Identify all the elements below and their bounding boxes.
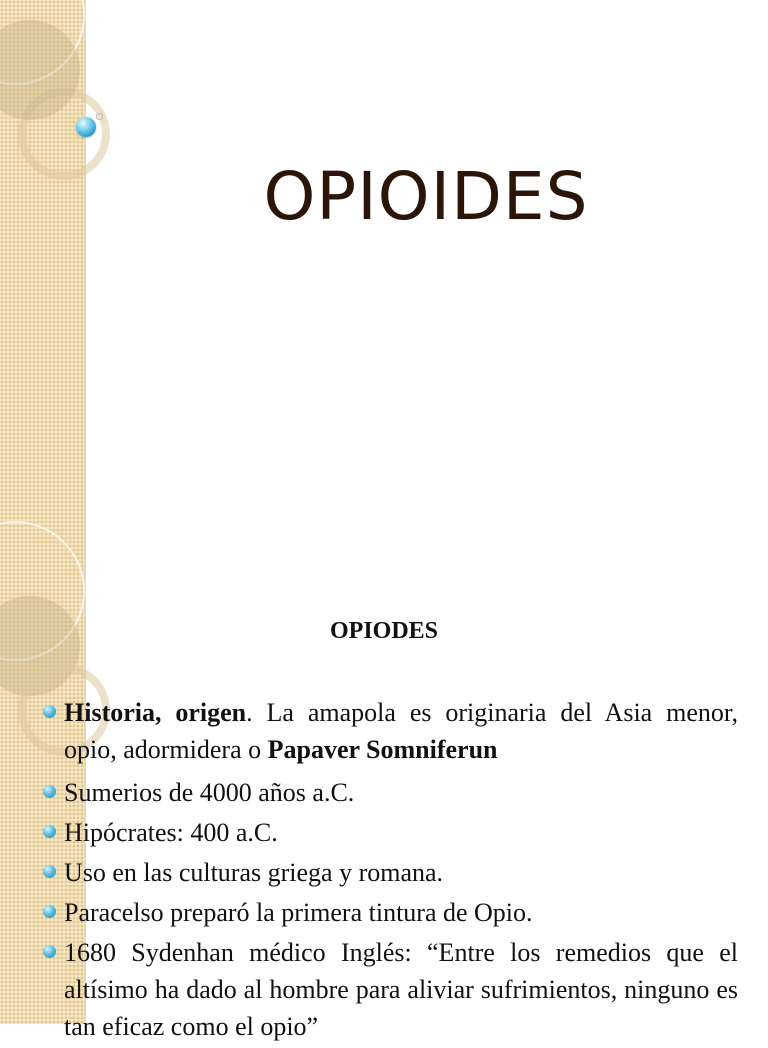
bullet-dot-icon bbox=[43, 865, 56, 878]
bullet-item bbox=[64, 694, 738, 768]
bullet-list bbox=[64, 694, 738, 1048]
bullet-item bbox=[64, 854, 738, 891]
bullet-text: Paracelso preparó la primera tintura de Opio. bbox=[64, 898, 533, 927]
slide-heading: OPIODES bbox=[329, 618, 439, 644]
bullet-item bbox=[64, 814, 738, 851]
bullet-text: 1680 Sydenhan médico Inglés: “Entre los remedios que el altísimo ha dado al hombre para aliviar sufrimientos, ninguno es tan eficaz como el opio” bbox=[64, 938, 738, 1041]
bullet-text: Uso en las culturas griega y romana. bbox=[64, 858, 444, 887]
bullet-dot-icon bbox=[43, 905, 56, 918]
circle-outline-icon bbox=[96, 113, 103, 120]
bullet-item bbox=[64, 934, 738, 1045]
slide-title: OPIOIDES bbox=[263, 158, 589, 235]
bullet-text: Hipócrates: 400 a.C. bbox=[64, 818, 278, 847]
blue-orb-icon bbox=[76, 117, 96, 137]
bullet-dot-icon bbox=[43, 825, 56, 838]
bullet-text: Sumerios de 4000 años a.C. bbox=[64, 778, 355, 807]
bullet-item bbox=[64, 774, 738, 811]
bullet-dot-icon bbox=[43, 785, 56, 798]
bullet-item bbox=[64, 894, 738, 931]
bullet-bold-text: Historia, origen bbox=[64, 698, 247, 727]
content-slide bbox=[0, 576, 768, 1041]
bullet-dot-icon bbox=[43, 945, 56, 958]
bullet-bold-text: Papaver Somniferun bbox=[267, 735, 498, 764]
stripe-edge bbox=[84, 0, 86, 576]
bullet-text: . La amapola es originaria del Asia menor, opio, adormidera o bbox=[64, 698, 738, 764]
bullet-dot-icon bbox=[43, 705, 56, 718]
